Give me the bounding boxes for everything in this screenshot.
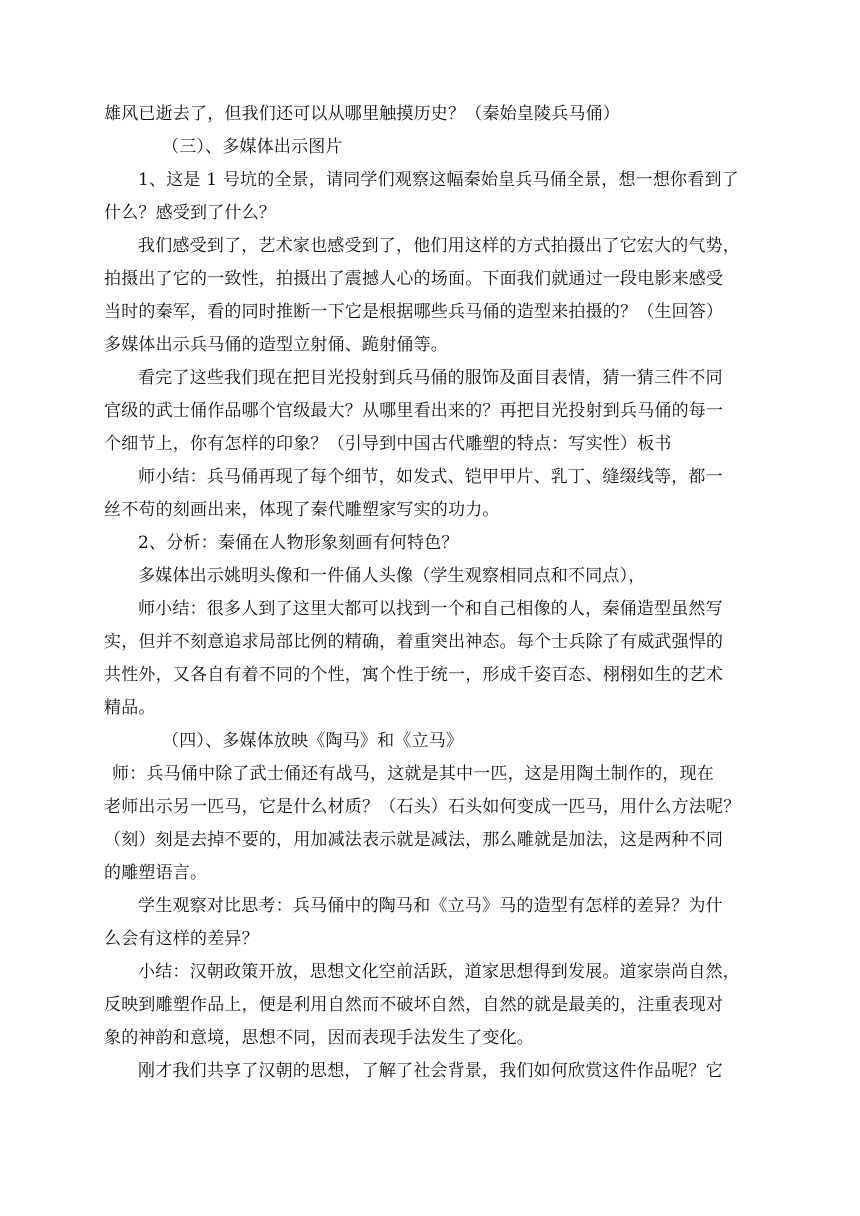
text-line: 学生观察对比思考：兵马俑中的陶马和《立马》马的造型有怎样的差异？为什 bbox=[138, 896, 723, 916]
text-line: 什么？感受到了什么？ bbox=[104, 203, 276, 223]
text-line: 么会有这样的差异？ bbox=[104, 929, 259, 949]
text-line: 官级的武士俑作品哪个官级最大？从哪里看出来的？再把目光投射到兵马俑的每一 bbox=[104, 401, 724, 421]
text-line: 师：兵马俑中除了武士俑还有战马，这就是其中一匹，这是用陶土制作的，现在 bbox=[112, 764, 714, 784]
text-line: 师小结：兵马俑再现了每个细节，如发式、铠甲甲片、乳丁、缝缀线等，都一 bbox=[138, 467, 723, 487]
document-body bbox=[104, 98, 764, 1088]
text-line: 实，但并不刻意追求局部比例的精确，着重突出神态。每个士兵除了有威武强悍的 bbox=[104, 632, 724, 652]
section-heading: （三）、多媒体出示图片 bbox=[162, 137, 343, 157]
text-line: 当时的秦军，看的同时推断一下它是根据哪些兵马俑的造型来拍摄的？（生回答） bbox=[104, 302, 724, 322]
text-line: 丝不苟的刻画出来，体现了秦代雕塑家写实的功力。 bbox=[104, 500, 500, 520]
text-line: 老师出示另一匹马，它是什么材质？（石头）石头如何变成一匹马，用什么方法呢？ bbox=[104, 797, 741, 817]
text-line: 小结：汉朝政策开放，思想文化空前活跃，道家思想得到发展。道家崇尚自然， bbox=[138, 962, 740, 982]
text-line: 精品。 bbox=[104, 698, 156, 718]
text-line: 雄风已逝去了，但我们还可以从哪里触摸历史？（秦始皇陵兵马俑） bbox=[104, 104, 620, 124]
text-line: 拍摄出了它的一致性，拍摄出了震撼人心的场面。下面我们就通过一段电影来感受 bbox=[104, 269, 724, 289]
text-line: 反映到雕塑作品上，便是利用自然而不破坏自然，自然的就是最美的，注重表现对 bbox=[104, 995, 724, 1015]
text-line: 2、分析：秦俑在人物形象刻画有何特色？ bbox=[138, 533, 459, 553]
section-heading: （四）、多媒体放映《陶马》和《立马》 bbox=[162, 731, 464, 751]
text-line: 多媒体出示兵马俑的造型立射俑、跪射俑等。 bbox=[104, 335, 448, 355]
text-line: 多媒体出示姚明头像和一件俑人头像（学生观察相同点和不同点）， bbox=[138, 566, 646, 586]
text-line: 刚才我们共享了汉朝的思想，了解了社会背景，我们如何欣赏这件作品呢？它 bbox=[138, 1061, 723, 1081]
text-line: 看完了这些我们现在把目光投射到兵马俑的服饰及面目表情，猜一猜三件不同 bbox=[138, 368, 723, 388]
text-line: 的雕塑语言。 bbox=[104, 863, 208, 883]
text-line: 象的神韵和意境，思想不同，因而表现手法发生了变化。 bbox=[104, 1028, 534, 1048]
text-line: 1、这是 1 号坑的全景，请同学们观察这幅秦始皇兵马俑全景，想一想你看到了 bbox=[138, 170, 739, 190]
text-line: 个细节上，你有怎样的印象？（引导到中国古代雕塑的特点：写实性）板书 bbox=[104, 434, 672, 454]
text-line: 共性外，又各自有着不同的个性，寓个性于统一，形成千姿百态、栩栩如生的艺术 bbox=[104, 665, 724, 685]
text-line: （刻）刻是去掉不要的，用加减法表示就是减法，那么雕就是加法，这是两种不同 bbox=[104, 830, 724, 850]
text-line: 师小结：很多人到了这里大都可以找到一个和自己相像的人，秦俑造型虽然写 bbox=[138, 599, 723, 619]
text-line: 我们感受到了，艺术家也感受到了，他们用这样的方式拍摄出了它宏大的气势， bbox=[138, 236, 740, 256]
